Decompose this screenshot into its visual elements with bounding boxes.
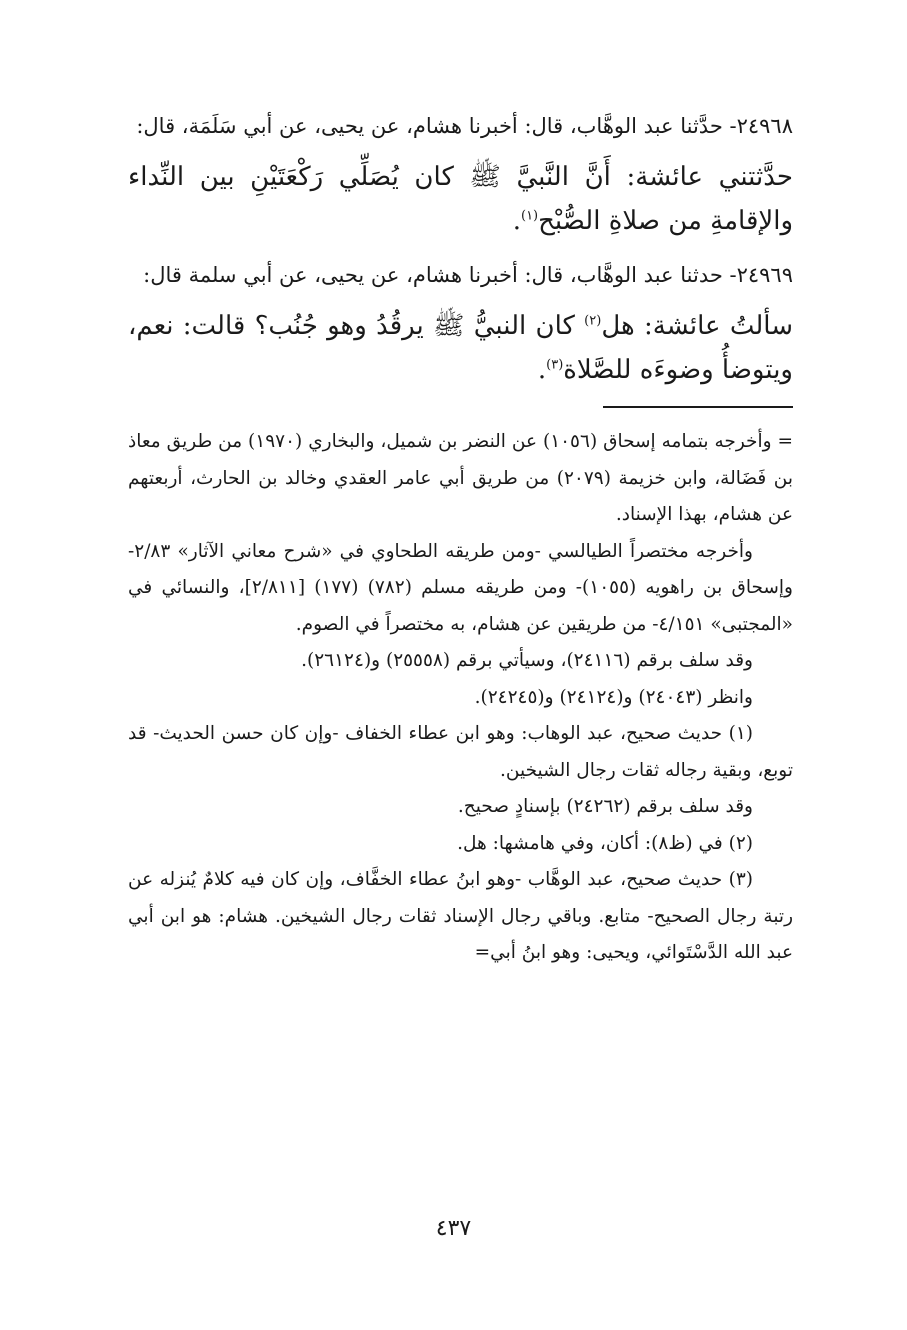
hadith-24969-matn-part2: كان النبيُّ ﷺ يرقُدُ وهو جُنُب؟ قالت: نعم، ويتوضأُ وضوءَه للصَّلاة — [128, 311, 793, 385]
note-paragraph: وقد سلف برقم (٢٤١١٦)، وسيأتي برقم (٢٥٥٥٨) و(٢٦١٢٤). — [301, 650, 753, 671]
footnote-ref-2: (٢) — [584, 313, 602, 329]
footnote-separator — [603, 406, 793, 408]
hadith-24968-matn — [128, 155, 793, 243]
hadith-24969-matn-part1: سألتُ عائشة: هل — [601, 311, 793, 341]
footnote-3: (٣) حديث صحيح، عبد الوهَّاب -وهو ابنُ عطاء الخفَّاف، وإن كان فيه كلامٌ يُنزله عن رتبة رجال الصحيح- متابع. وباقي رجال الإسناد ثقات رجال الشيخين. هشام: هو ابن أبي عبد الله الدَّسْتَوائي، ويحيى: وهو ابنُ أبي= — [128, 869, 793, 963]
footnote-ref-3: (٣) — [546, 357, 564, 373]
footnote-1: (١) حديث صحيح، عبد الوهاب: وهو ابن عطاء الخفاف -وإن كان حسن الحديث- قد توبع، وبقية رجاله ثقات رجال الشيخين. — [128, 723, 793, 781]
hadith-24969-end: . — [537, 355, 547, 385]
hadith-24968-isnad: ٢٤٩٦٨- حدَّثنا عبد الوهَّاب، قال: أخبرنا هشام، عن يحيى، عن أبي سَلَمَة، قال: — [136, 114, 793, 138]
footnote-ref-1: (١) — [520, 208, 539, 224]
hadith-24968-matn-text: حدَّثتني عائشة: أَنَّ النَّبيَّ ﷺ كان يُصَلِّي رَكْعَتَيْنِ بين النِّداء والإقامةِ من صلاةِ الصُّبْح — [128, 162, 793, 236]
footnote-2: (٢) في (ظ٨): أكان، وفي هامشها: هل. — [457, 832, 753, 854]
hadith-24969-isnad: ٢٤٩٦٩- حدثنا عبد الوهَّاب، قال: أخبرنا هشام، عن يحيى، عن أبي سلمة قال: — [143, 263, 793, 287]
document-page — [128, 108, 793, 972]
note-continuation: = وأخرجه بتمامه إسحاق (١٠٥٦) عن النضر بن شميل، والبخاري (١٩٧٠) من طريق معاذ بن فَضَالة، وابن خزيمة (٢٠٧٩) من طريق أبي عامر العقدي وخالد بن الحارث، أربعتهم عن هشام، بهذا الإسناد. — [128, 431, 793, 525]
footnotes — [128, 424, 793, 972]
note-paragraph: وانظر (٢٤٠٤٣) و(٢٤١٢٤) و(٢٤٢٤٥). — [474, 686, 753, 708]
hadith-24969-matn — [128, 304, 793, 392]
hadith-24968-end: . — [512, 206, 521, 236]
footnote-1-cont: وقد سلف برقم (٢٤٢٦٢) بإسنادٍ صحيح. — [457, 796, 753, 817]
page-number: ٤٣٧ — [435, 1216, 472, 1241]
note-paragraph: وأخرجه مختصراً الطيالسي -ومن طريقه الطحاوي في «شرح معاني الآثار» ٢/٨٣- وإسحاق بن راهويه (١٠٥٥)- ومن طريقه مسلم (٧٨٢) (١٧٧) [٢/٨١١]، والنسائي في «المجتبى» ٤/١٥١- من طريقين عن هشام، به مختصراً في الصوم. — [128, 540, 793, 635]
